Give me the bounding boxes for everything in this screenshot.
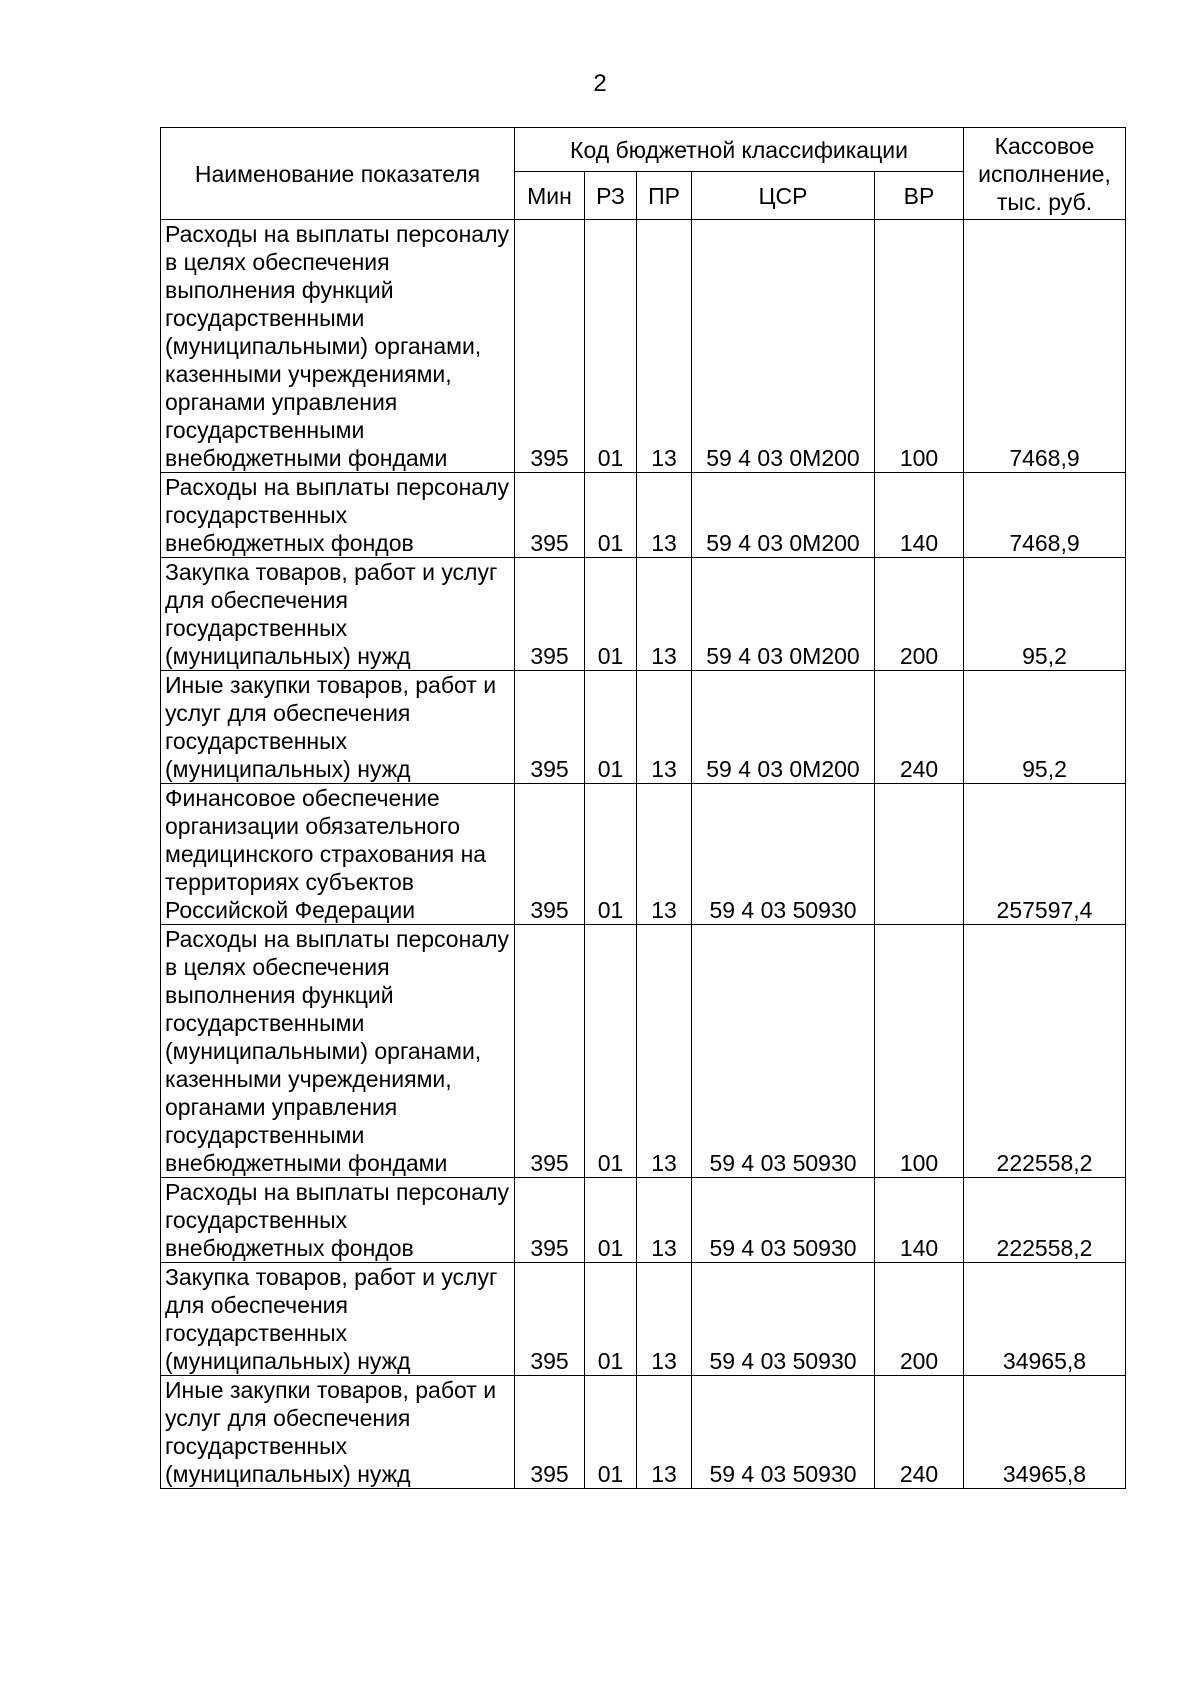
row-name: Закупка товаров, работ и услуг для обеспечения государственных (муниципальных) нужд (161, 1263, 515, 1376)
row-pr: 13 (637, 1263, 692, 1376)
header-vr: ВР (875, 172, 964, 220)
header-amount: Кассовое исполнение, тыс. руб. (964, 128, 1126, 220)
row-vr: 200 (875, 1263, 964, 1376)
row-pr: 13 (637, 784, 692, 925)
table-row (161, 1178, 1126, 1263)
row-min: 395 (515, 784, 585, 925)
row-csr: 59 4 03 50930 (692, 784, 875, 925)
row-rz: 01 (585, 1263, 637, 1376)
table-row (161, 1376, 1126, 1489)
table-row (161, 558, 1126, 671)
row-min: 395 (515, 1178, 585, 1263)
row-min: 395 (515, 925, 585, 1178)
row-name: Расходы на выплаты персоналу в целях обеспечения выполнения функций государственными (муниципальными) органами, казенными учреждениями, органами управления государственными внебюджетными фондами (161, 220, 515, 473)
row-pr: 13 (637, 1178, 692, 1263)
row-min: 395 (515, 671, 585, 784)
row-name: Иные закупки товаров, работ и услуг для обеспечения государственных (муниципальных) нужд (161, 1376, 515, 1489)
table-row (161, 1263, 1126, 1376)
row-rz: 01 (585, 220, 637, 473)
row-pr: 13 (637, 925, 692, 1178)
row-vr: 140 (875, 1178, 964, 1263)
row-min: 395 (515, 473, 585, 558)
row-min: 395 (515, 1263, 585, 1376)
row-csr: 59 4 03 50930 (692, 925, 875, 1178)
row-pr: 13 (637, 220, 692, 473)
row-amount: 222558,2 (964, 1178, 1126, 1263)
row-vr (875, 784, 964, 925)
row-name: Иные закупки товаров, работ и услуг для обеспечения государственных (муниципальных) нужд (161, 671, 515, 784)
row-csr: 59 4 03 0М200 (692, 473, 875, 558)
row-rz: 01 (585, 784, 637, 925)
row-amount: 222558,2 (964, 925, 1126, 1178)
header-rz: РЗ (585, 172, 637, 220)
row-rz: 01 (585, 671, 637, 784)
row-name: Расходы на выплаты персоналу в целях обеспечения выполнения функций государственными (муниципальными) органами, казенными учреждениями, органами управления государственными внебюджетными фондами (161, 925, 515, 1178)
table-row (161, 784, 1126, 925)
row-csr: 59 4 03 50930 (692, 1263, 875, 1376)
row-pr: 13 (637, 1376, 692, 1489)
row-min: 395 (515, 558, 585, 671)
row-vr: 100 (875, 220, 964, 473)
row-vr: 100 (875, 925, 964, 1178)
budget-execution-table (160, 127, 1126, 1489)
header-code-group: Код бюджетной классификации (515, 128, 964, 172)
row-name: Закупка товаров, работ и услуг для обеспечения государственных (муниципальных) нужд (161, 558, 515, 671)
header-csr: ЦСР (692, 172, 875, 220)
row-rz: 01 (585, 473, 637, 558)
row-rz: 01 (585, 925, 637, 1178)
row-vr: 240 (875, 671, 964, 784)
row-csr: 59 4 03 50930 (692, 1376, 875, 1489)
row-amount: 257597,4 (964, 784, 1126, 925)
row-csr: 59 4 03 0М200 (692, 220, 875, 473)
row-csr: 59 4 03 0М200 (692, 671, 875, 784)
table-row (161, 220, 1126, 473)
table-row (161, 473, 1126, 558)
header-pr: ПР (637, 172, 692, 220)
row-name: Расходы на выплаты персоналу государственных внебюджетных фондов (161, 1178, 515, 1263)
row-amount: 7468,9 (964, 220, 1126, 473)
row-amount: 7468,9 (964, 473, 1126, 558)
row-rz: 01 (585, 1376, 637, 1489)
row-name: Финансовое обеспечение организации обязательного медицинского страхования на территориях субъектов Российской Федерации (161, 784, 515, 925)
row-csr: 59 4 03 0М200 (692, 558, 875, 671)
row-amount: 34965,8 (964, 1263, 1126, 1376)
row-amount: 34965,8 (964, 1376, 1126, 1489)
row-pr: 13 (637, 671, 692, 784)
header-name: Наименование показателя (161, 128, 515, 220)
row-amount: 95,2 (964, 671, 1126, 784)
row-amount: 95,2 (964, 558, 1126, 671)
row-csr: 59 4 03 50930 (692, 1178, 875, 1263)
table-row (161, 671, 1126, 784)
page-number: 2 (593, 70, 607, 97)
row-min: 395 (515, 1376, 585, 1489)
row-vr: 140 (875, 473, 964, 558)
row-name: Расходы на выплаты персоналу государственных внебюджетных фондов (161, 473, 515, 558)
row-min: 395 (515, 220, 585, 473)
row-vr: 240 (875, 1376, 964, 1489)
row-pr: 13 (637, 473, 692, 558)
row-rz: 01 (585, 558, 637, 671)
row-pr: 13 (637, 558, 692, 671)
row-vr: 200 (875, 558, 964, 671)
row-rz: 01 (585, 1178, 637, 1263)
header-min: Мин (515, 172, 585, 220)
table-row (161, 925, 1126, 1178)
